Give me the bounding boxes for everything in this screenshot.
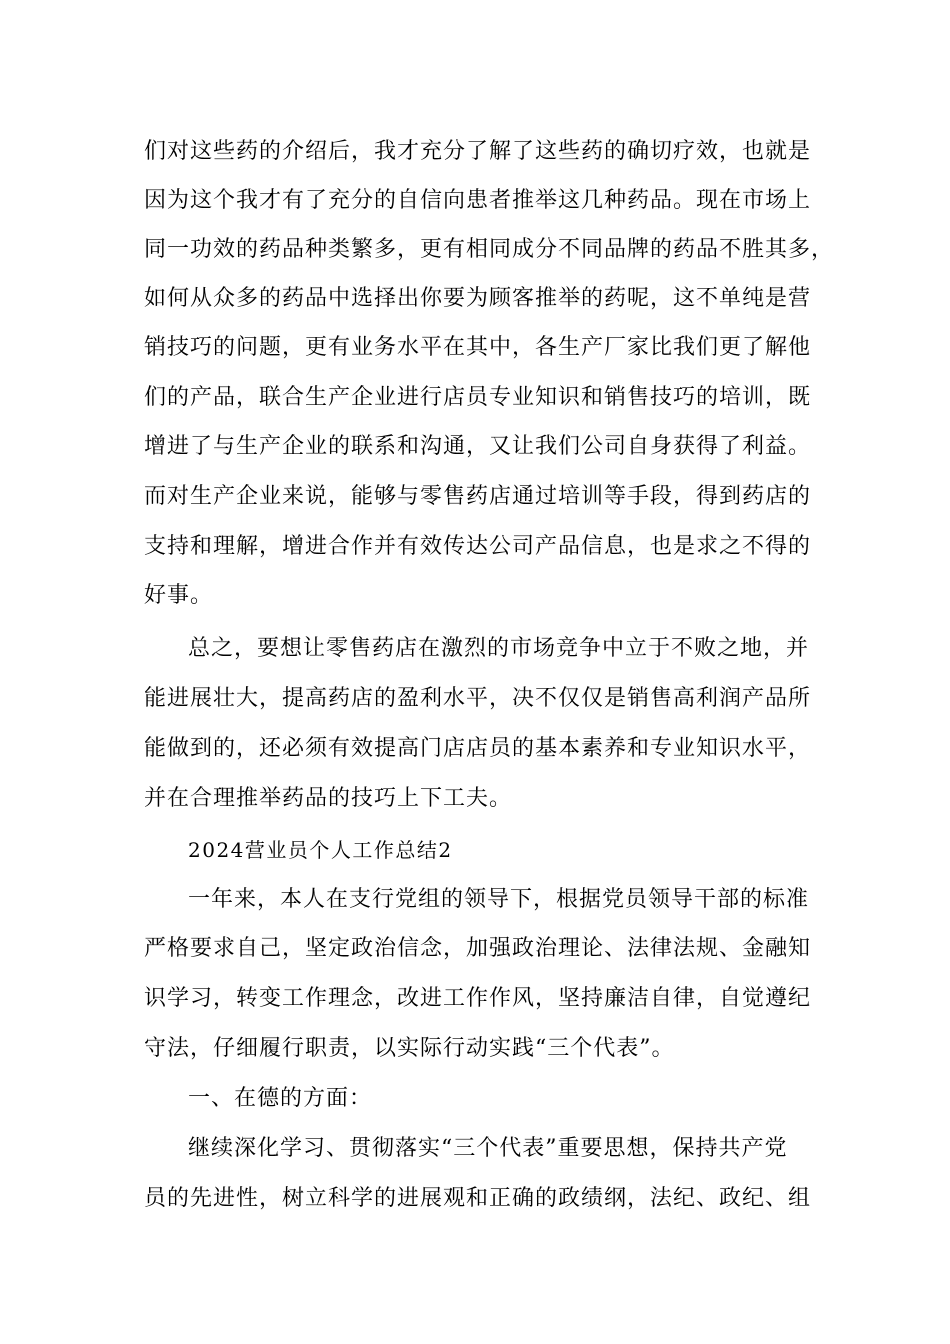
paragraph-line: 销技巧的问题，更有业务水平在其中，各生产厂家比我们更了解他 <box>144 335 812 360</box>
paragraph-line: 能做到的，还必须有效提高门店店员的基本素养和专业知识水平， <box>144 736 812 761</box>
paragraph-line: 们对这些药的介绍后，我才充分了解了这些药的确切疗效，也就是 <box>144 139 812 164</box>
paragraph-line: 因为这个我才有了充分的自信向患者推举这几种药品。现在市场上 <box>144 188 812 213</box>
paragraph-line: 而对生产企业来说，能够与零售药店通过培训等手段，得到药店的 <box>144 484 812 509</box>
paragraph-line: 如何从众多的药品中选择出你要为顾客推举的药呢，这不单纯是营 <box>144 286 812 311</box>
paragraph-line: 严格要求自己，坚定政治信念，加强政治理论、法律法规、金融知 <box>144 936 812 961</box>
paragraph-line: 识学习，转变工作理念，改进工作作风，坚持廉洁自律，自觉遵纪 <box>144 986 812 1011</box>
section-title: 2024营业员个人工作总结2 <box>188 838 453 862</box>
paragraph-line: 员的先进性，树立科学的进展观和正确的政绩纲，法纪、政纪、组 <box>144 1186 812 1211</box>
paragraph-line: 守法，仔细履行职责，以实际行动实践“三个代表”。 <box>144 1036 675 1061</box>
paragraph-line: 能进展壮大，提高药店的盈利水平，决不仅仅是销售高利润产品所 <box>144 686 812 711</box>
subheading: 一、在德的方面： <box>188 1086 373 1111</box>
paragraph-line: 一年来，本人在支行党组的领导下，根据党员领导干部的标准 <box>188 887 810 912</box>
paragraph-line: 继续深化学习、贯彻落实“三个代表”重要思想，保持共产党 <box>188 1136 788 1161</box>
paragraph-line: 支持和理解，增进合作并有效传达公司产品信息，也是求之不得的 <box>144 534 812 559</box>
paragraph-line: 好事。 <box>144 583 214 608</box>
paragraph-line: 们的产品，联合生产企业进行店员专业知识和销售技巧的培训，既 <box>144 385 812 410</box>
paragraph-line: 增进了与生产企业的联系和沟通，又让我们公司自身获得了利益。 <box>144 434 812 459</box>
paragraph-line: 总之，要想让零售药店在激烈的市场竞争中立于不败之地，并 <box>188 636 810 661</box>
paragraph-line: 并在合理推举药品的技巧上下工夫。 <box>144 786 513 811</box>
paragraph-line: 同一功效的药品种类繁多，更有相同成分不同品牌的药品不胜其多， <box>144 237 835 262</box>
